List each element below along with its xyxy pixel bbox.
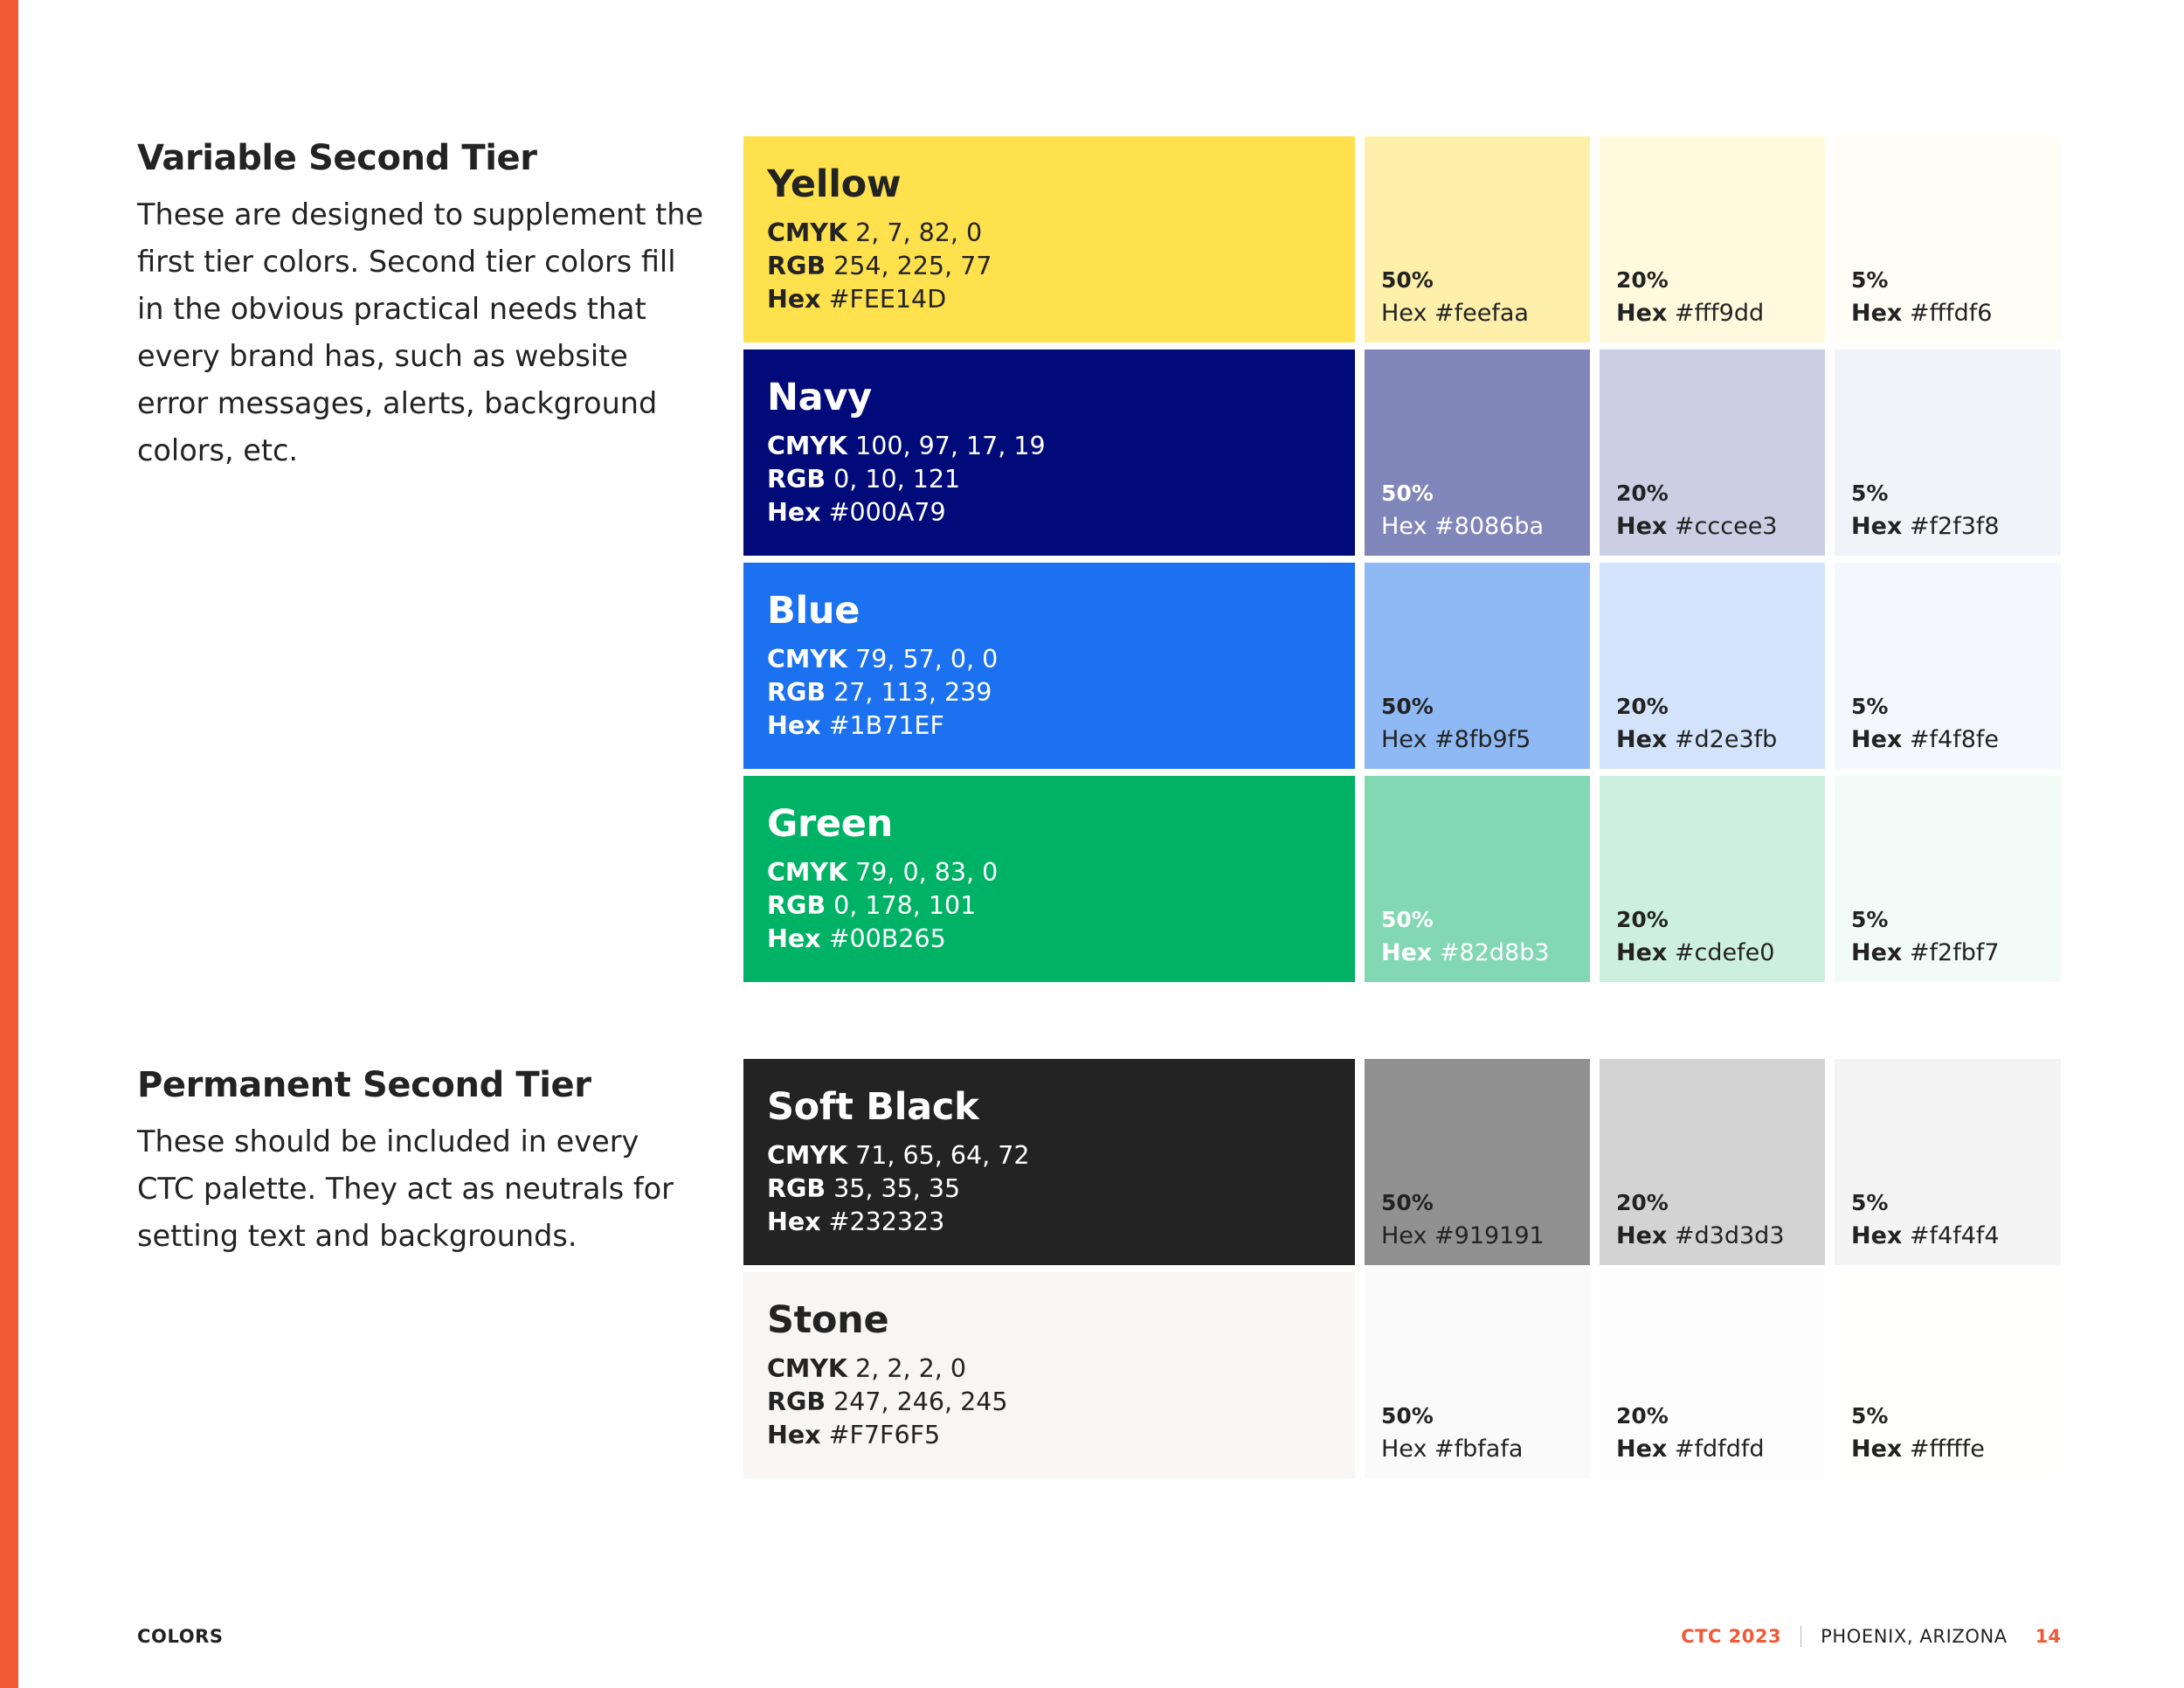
- tint-info: [1381, 903, 1550, 970]
- cmyk-label: CMYK: [767, 432, 847, 460]
- tint-info: [1616, 477, 1777, 543]
- cmyk-line: [767, 643, 1346, 676]
- hex-label: Hex: [1381, 513, 1427, 540]
- section-description: These are designed to supplement the first tier colors. Second tier colors fill in the obvious practical needs that every brand has, such as website error messages, alerts, background colors, etc.: [137, 197, 704, 467]
- swatch-info: [767, 349, 1346, 556]
- variable-tier-section: [137, 137, 705, 474]
- tint-swatch-50: [1365, 563, 1590, 769]
- hex-value: #00B265: [828, 924, 946, 953]
- color-name: Soft Black: [767, 1085, 979, 1129]
- hex-label: Hex: [1851, 300, 1903, 327]
- rgb-label: RGB: [767, 1387, 826, 1416]
- hex-label: Hex: [767, 1207, 821, 1236]
- footer-location: PHOENIX, ARIZONA: [1821, 1626, 2008, 1647]
- cmyk-label: CMYK: [767, 1141, 847, 1170]
- rgb-line: [767, 889, 1346, 923]
- main-swatch: [743, 776, 1355, 982]
- accent-bar: [0, 0, 18, 1688]
- cmyk-label: CMYK: [767, 645, 847, 674]
- tint-percentage: 5%: [1851, 481, 1889, 506]
- main-swatch: [743, 136, 1355, 342]
- tint-swatch-5: [1835, 136, 2061, 342]
- hex-label: Hex: [1851, 1435, 1903, 1463]
- tint-hex-line: [1616, 297, 1764, 330]
- swatch-row-yellow: [743, 136, 2061, 342]
- cmyk-value: 79, 57, 0, 0: [855, 645, 999, 674]
- tint-info: [1616, 264, 1764, 330]
- tint-swatch-5: [1835, 1272, 2061, 1478]
- tint-hex-value: #f2f3f8: [1909, 513, 2000, 540]
- hex-value: #F7F6F5: [828, 1421, 941, 1449]
- tint-hex-value: #fbfafa: [1434, 1435, 1524, 1463]
- tint-hex-line: [1616, 937, 1774, 970]
- tint-hex-line: [1851, 723, 1999, 757]
- swatch-row-soft-black: [743, 1059, 2061, 1265]
- footer-divider: [1800, 1626, 1801, 1647]
- tint-swatch-50: [1365, 776, 1590, 982]
- tint-hex-value: #fffffe: [1909, 1435, 1985, 1463]
- tint-hex-line: [1851, 937, 2000, 970]
- tint-hex-value: #fffdf6: [1909, 300, 1993, 327]
- rgb-value: 254, 225, 77: [833, 252, 992, 280]
- tint-percentage: 20%: [1616, 1190, 1669, 1215]
- tint-percentage: 5%: [1851, 1403, 1889, 1429]
- tint-hex-line: [1381, 937, 1550, 970]
- swatch-row-stone: [743, 1272, 2061, 1478]
- hex-value: #232323: [828, 1207, 945, 1236]
- tint-percentage: 5%: [1851, 907, 1889, 932]
- tint-hex-line: [1851, 297, 1992, 330]
- rgb-label: RGB: [767, 1174, 826, 1203]
- tint-info: [1381, 1186, 1545, 1253]
- cmyk-line: [767, 1139, 1346, 1173]
- hex-label: Hex: [767, 1421, 821, 1449]
- tint-percentage: 50%: [1381, 267, 1434, 293]
- hex-line: [767, 496, 1346, 529]
- tint-hex-line: [1616, 1433, 1764, 1466]
- swatch-row-blue: [743, 563, 2061, 769]
- section-description: These should be included in every CTC palette. They act as neutrals for setting text and backgrounds.: [137, 1124, 674, 1253]
- tint-swatch-20: [1600, 349, 1825, 556]
- cmyk-line: [767, 430, 1346, 463]
- tint-info: [1851, 1400, 1985, 1466]
- cmyk-label: CMYK: [767, 218, 847, 247]
- rgb-line: [767, 250, 1346, 283]
- tint-swatch-5: [1835, 1059, 2061, 1265]
- main-swatch: [743, 563, 1355, 769]
- tint-swatch-50: [1365, 1272, 1590, 1478]
- tint-info: [1851, 690, 1999, 757]
- tint-hex-value: #f2fbf7: [1909, 939, 2000, 966]
- hex-label: Hex: [1381, 1435, 1427, 1463]
- hex-label: Hex: [1381, 726, 1427, 753]
- tint-hex-value: #82d8b3: [1439, 939, 1550, 966]
- section-heading: Variable Second Tier: [137, 138, 537, 178]
- tint-percentage: 50%: [1381, 1190, 1434, 1215]
- tint-swatch-50: [1365, 1059, 1590, 1265]
- tint-hex-line: [1381, 723, 1531, 757]
- tint-swatch-50: [1365, 349, 1590, 556]
- hex-label: Hex: [1616, 726, 1668, 753]
- tint-info: [1616, 903, 1774, 970]
- tint-percentage: 20%: [1616, 1403, 1669, 1429]
- tint-info: [1381, 1400, 1523, 1466]
- tint-hex-line: [1851, 1433, 1985, 1466]
- tint-hex-line: [1616, 1220, 1785, 1253]
- rgb-value: 0, 178, 101: [833, 891, 977, 920]
- tint-info: [1381, 264, 1529, 330]
- tint-info: [1381, 690, 1531, 757]
- tint-hex-value: #8086ba: [1434, 513, 1545, 540]
- cmyk-line: [767, 1352, 1346, 1386]
- tint-hex-line: [1616, 510, 1777, 543]
- rgb-value: 0, 10, 121: [833, 465, 961, 494]
- cmyk-value: 2, 7, 82, 0: [855, 218, 983, 247]
- hex-line: [767, 1206, 1346, 1239]
- rgb-line: [767, 1173, 1346, 1206]
- color-name: Green: [767, 802, 893, 846]
- tint-hex-line: [1381, 297, 1529, 330]
- hex-label: Hex: [1381, 300, 1427, 327]
- cmyk-value: 100, 97, 17, 19: [855, 432, 1046, 460]
- hex-label: Hex: [1616, 513, 1668, 540]
- tint-info: [1851, 903, 2000, 970]
- hex-value: #1B71EF: [828, 711, 944, 740]
- tint-hex-value: #fff9dd: [1674, 300, 1765, 327]
- tint-hex-value: #919191: [1434, 1222, 1545, 1249]
- tint-hex-line: [1616, 723, 1777, 757]
- tint-swatch-20: [1600, 1272, 1825, 1478]
- hex-label: Hex: [767, 924, 821, 953]
- tint-info: [1616, 1400, 1764, 1466]
- tint-swatch-20: [1600, 563, 1825, 769]
- tint-swatch-5: [1835, 776, 2061, 982]
- tint-percentage: 50%: [1381, 694, 1434, 719]
- tint-percentage: 20%: [1616, 481, 1669, 506]
- swatch-info: [767, 776, 1346, 982]
- cmyk-value: 2, 2, 2, 0: [855, 1354, 966, 1383]
- tint-info: [1381, 477, 1544, 543]
- hex-line: [767, 923, 1346, 956]
- hex-label: Hex: [1851, 513, 1903, 540]
- tint-percentage: 50%: [1381, 907, 1434, 932]
- tint-percentage: 5%: [1851, 267, 1889, 293]
- swatch-info: [767, 563, 1346, 769]
- main-swatch: [743, 1059, 1355, 1265]
- tint-hex-value: #feefaa: [1434, 300, 1529, 327]
- hex-value: #FEE14D: [828, 285, 947, 314]
- tint-percentage: 20%: [1616, 907, 1669, 932]
- tint-hex-value: #fdfdfd: [1674, 1435, 1765, 1463]
- rgb-label: RGB: [767, 891, 826, 920]
- tint-swatch-20: [1600, 136, 1825, 342]
- tint-hex-value: #cdefe0: [1674, 939, 1775, 966]
- color-name: Blue: [767, 589, 860, 633]
- swatch-row-green: [743, 776, 2061, 982]
- tint-hex-line: [1381, 510, 1544, 543]
- cmyk-line: [767, 856, 1346, 889]
- tint-hex-line: [1381, 1220, 1545, 1253]
- footer-meta: [1681, 1626, 2061, 1647]
- tint-hex-value: #f4f8fe: [1909, 726, 2000, 753]
- hex-label: Hex: [1616, 300, 1668, 327]
- tint-hex-line: [1851, 510, 2000, 543]
- tint-percentage: 20%: [1616, 267, 1669, 293]
- hex-label: Hex: [767, 285, 821, 314]
- cmyk-line: [767, 217, 1346, 250]
- rgb-label: RGB: [767, 252, 826, 280]
- cmyk-value: 79, 0, 83, 0: [855, 858, 999, 887]
- rgb-value: 27, 113, 239: [833, 678, 992, 707]
- tint-swatch-20: [1600, 1059, 1825, 1265]
- footer-event: CTC 2023: [1681, 1626, 1782, 1647]
- tint-percentage: 50%: [1381, 481, 1434, 506]
- tint-info: [1851, 264, 1992, 330]
- hex-label: Hex: [1851, 1222, 1903, 1249]
- tint-swatch-20: [1600, 776, 1825, 982]
- tint-hex-value: #8fb9f5: [1434, 726, 1531, 753]
- rgb-line: [767, 463, 1346, 496]
- tint-hex-line: [1381, 1433, 1523, 1466]
- hex-line: [767, 1419, 1346, 1452]
- main-swatch: [743, 349, 1355, 556]
- cmyk-value: 71, 65, 64, 72: [855, 1141, 1030, 1170]
- tint-info: [1616, 1186, 1785, 1253]
- color-name: Stone: [767, 1298, 889, 1342]
- tint-percentage: 20%: [1616, 694, 1669, 719]
- hex-value: #000A79: [828, 498, 946, 527]
- hex-label: Hex: [767, 498, 821, 527]
- permanent-tier-section: [137, 1064, 705, 1260]
- tint-hex-value: #f4f4f4: [1909, 1222, 2000, 1249]
- swatch-row-navy: [743, 349, 2061, 556]
- hex-label: Hex: [1851, 726, 1903, 753]
- hex-label: Hex: [1616, 939, 1668, 966]
- rgb-line: [767, 1386, 1346, 1419]
- tint-percentage: 5%: [1851, 1190, 1889, 1215]
- rgb-label: RGB: [767, 678, 826, 707]
- cmyk-label: CMYK: [767, 858, 847, 887]
- hex-label: Hex: [767, 711, 821, 740]
- hex-line: [767, 283, 1346, 316]
- hex-label: Hex: [1851, 939, 1903, 966]
- tint-info: [1851, 1186, 2000, 1253]
- color-name: Yellow: [767, 163, 902, 206]
- cmyk-label: CMYK: [767, 1354, 847, 1383]
- swatch-info: [767, 1059, 1346, 1265]
- hex-line: [767, 709, 1346, 743]
- tint-hex-line: [1851, 1220, 2000, 1253]
- tint-hex-value: #d2e3fb: [1674, 726, 1778, 753]
- section-heading: Permanent Second Tier: [137, 1065, 591, 1105]
- tint-swatch-5: [1835, 349, 2061, 556]
- rgb-line: [767, 676, 1346, 709]
- hex-label: Hex: [1381, 1222, 1427, 1249]
- hex-label: Hex: [1616, 1435, 1668, 1463]
- hex-label: Hex: [1616, 1222, 1668, 1249]
- tint-info: [1851, 477, 2000, 543]
- rgb-label: RGB: [767, 465, 826, 494]
- tint-swatch-50: [1365, 136, 1590, 342]
- tint-swatch-5: [1835, 563, 2061, 769]
- rgb-value: 247, 246, 245: [833, 1387, 1008, 1416]
- page-number: 14: [2035, 1626, 2061, 1647]
- main-swatch: [743, 1272, 1355, 1478]
- footer-section-label: COLORS: [137, 1626, 224, 1647]
- tint-hex-value: #d3d3d3: [1674, 1222, 1785, 1249]
- tint-info: [1616, 690, 1777, 757]
- tint-hex-value: #cccee3: [1674, 513, 1778, 540]
- hex-label: Hex: [1381, 939, 1433, 966]
- color-name: Navy: [767, 376, 872, 419]
- swatch-info: [767, 136, 1346, 342]
- swatch-info: [767, 1272, 1346, 1478]
- tint-percentage: 50%: [1381, 1403, 1434, 1429]
- tint-percentage: 5%: [1851, 694, 1889, 719]
- rgb-value: 35, 35, 35: [833, 1174, 961, 1203]
